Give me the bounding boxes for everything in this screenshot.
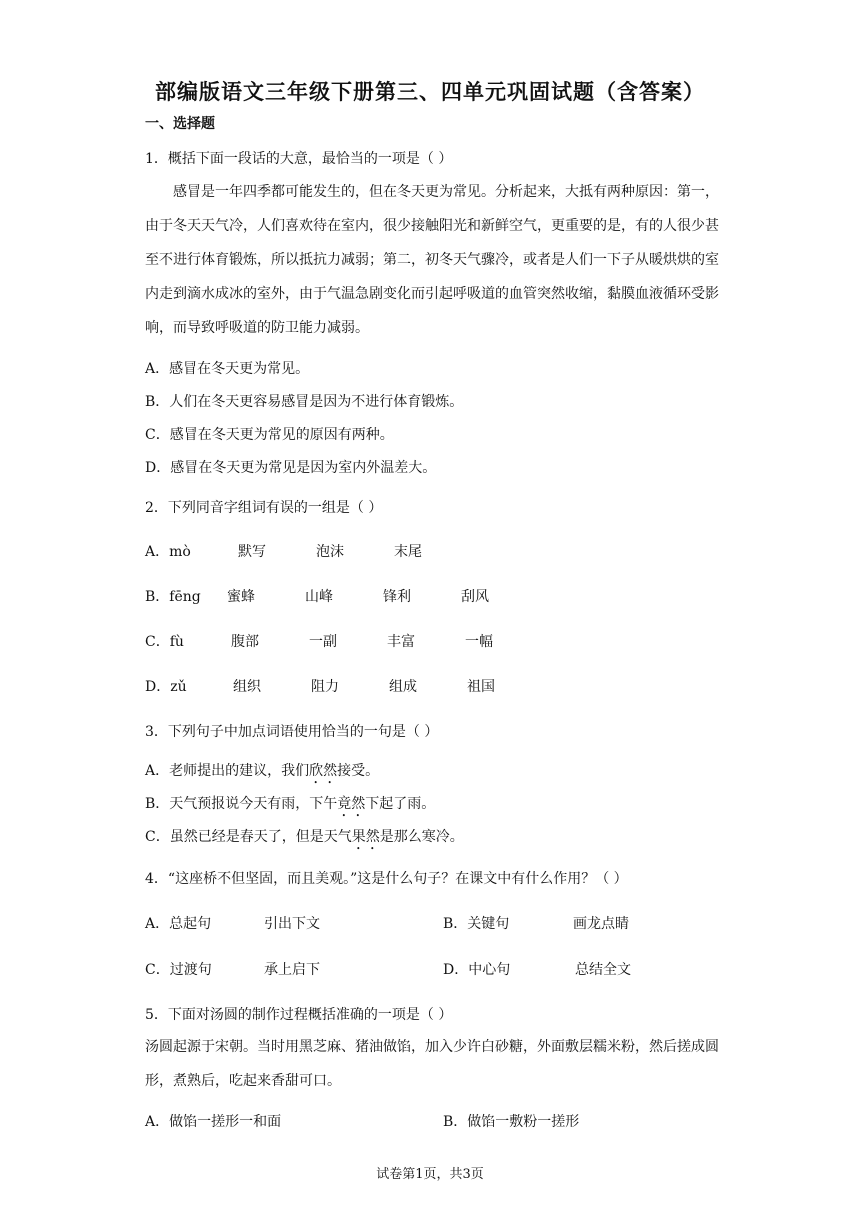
dotted-word: 果然 bbox=[351, 829, 380, 845]
option-word: 腹部 bbox=[231, 634, 259, 650]
option-label: C．过渡句 bbox=[145, 962, 212, 978]
option-text: C．虽然已经是春天了，但是天气 bbox=[145, 829, 352, 845]
page-footer: 试卷第1页，共3页 bbox=[376, 1167, 484, 1182]
option-b: B．做馅一敷粉一搓形 bbox=[443, 1114, 580, 1130]
question-3-option-c bbox=[145, 826, 464, 853]
option-word: 组成 bbox=[389, 679, 417, 695]
option-word: 蜜蜂 bbox=[227, 589, 255, 605]
option-word: 刮风 bbox=[461, 589, 489, 605]
option-word: 默写 bbox=[238, 544, 266, 560]
option-text: 下起了雨。 bbox=[365, 796, 436, 812]
question-3-option-b bbox=[145, 793, 435, 820]
option-word: 一副 bbox=[309, 634, 337, 650]
option-word: 组织 bbox=[233, 679, 261, 695]
option-word: 阻力 bbox=[311, 679, 339, 695]
option-desc: 总结全文 bbox=[575, 962, 631, 978]
option-label: C．fù bbox=[145, 634, 184, 650]
option-word: 末尾 bbox=[394, 544, 422, 560]
dotted-word: 竟然 bbox=[337, 796, 366, 812]
option-desc: 引出下文 bbox=[264, 916, 320, 932]
option-word: 锋利 bbox=[383, 589, 411, 605]
question-1-passage-text: 感冒是一年四季都可能发生的，但在冬天更为常见。分析起来，大抵有两种原因：第一，由于冬天天气冷，人们喜欢待在室内，很少接触阳光和新鲜空气，更重要的是，有的人很少甚至不进行体育锻炼，所以抵抗力减弱；第二，初冬天气骤冷，或者是人们一下子从暖烘烘的室内走到滴水成冰的室外，由于气温急剧变化而引起呼吸道的血管突然收缩，黏膜血液循环受影响，而导致呼吸道的防卫能力减弱。 bbox=[145, 184, 719, 336]
option-word: 丰富 bbox=[387, 634, 415, 650]
question-1-option-c: C．感冒在冬天更为常见的原因有两种。 bbox=[145, 427, 394, 443]
option-text: B．天气预报说今天有雨，下午 bbox=[145, 796, 338, 812]
question-4-stem: 4．“这座桥不但坚固，而且美观。”这是什么句子？在课文中有什么作用？（ ） bbox=[145, 871, 628, 887]
option-text: 接受。 bbox=[337, 763, 380, 779]
question-1-option-b: B．人们在冬天更容易感冒是因为不进行体育锻炼。 bbox=[145, 394, 464, 410]
option-text: 是那么寒冷。 bbox=[379, 829, 464, 845]
question-5-stem: 5．下面对汤圆的制作过程概括准确的一项是（ ） bbox=[145, 1007, 453, 1023]
option-word: 山峰 bbox=[305, 589, 333, 605]
option-label: B．关键句 bbox=[443, 916, 510, 932]
option-label: A．总起句 bbox=[145, 916, 212, 932]
option-label: D．zǔ bbox=[145, 679, 187, 695]
question-3-stem: 3．下列句子中加点词语使用恰当的一句是（ ） bbox=[145, 724, 439, 740]
option-word: 一幅 bbox=[465, 634, 493, 650]
option-label: B．fēng bbox=[145, 589, 201, 605]
question-5-passage: 汤圆起源于宋朝。当时用黑芝麻、猪油做馅，加入少许白砂糖，外面敷层糯米粉，然后搓成圆形，煮熟后，吃起来香甜可口。 bbox=[145, 1039, 719, 1089]
question-2-stem: 2．下列同音字组词有误的一组是（ ） bbox=[145, 500, 383, 516]
question-1-option-a: A．感冒在冬天更为常见。 bbox=[145, 361, 310, 377]
option-word: 泡沫 bbox=[316, 544, 344, 560]
option-desc: 承上启下 bbox=[264, 962, 320, 978]
dotted-word: 欣然 bbox=[309, 763, 338, 779]
question-1-stem: 1．概括下面一段话的大意，最恰当的一项是（ ） bbox=[145, 151, 453, 167]
option-text: A．老师提出的建议，我们 bbox=[145, 763, 310, 779]
question-1-passage bbox=[145, 175, 720, 345]
option-a: A．做馅一搓形一和面 bbox=[145, 1114, 282, 1130]
option-word: 祖国 bbox=[467, 679, 495, 695]
option-label: A．mò bbox=[145, 544, 191, 560]
option-desc: 画龙点睛 bbox=[573, 916, 629, 932]
page-title: 部编版语文三年级下册第三、四单元巩固试题（含答案） bbox=[155, 80, 705, 104]
question-1-option-d: D．感冒在冬天更为常见是因为室内外温差大。 bbox=[145, 460, 437, 476]
section-heading: 一、选择题 bbox=[145, 116, 215, 132]
question-3-option-a bbox=[145, 760, 379, 787]
option-label: D．中心句 bbox=[443, 962, 511, 978]
